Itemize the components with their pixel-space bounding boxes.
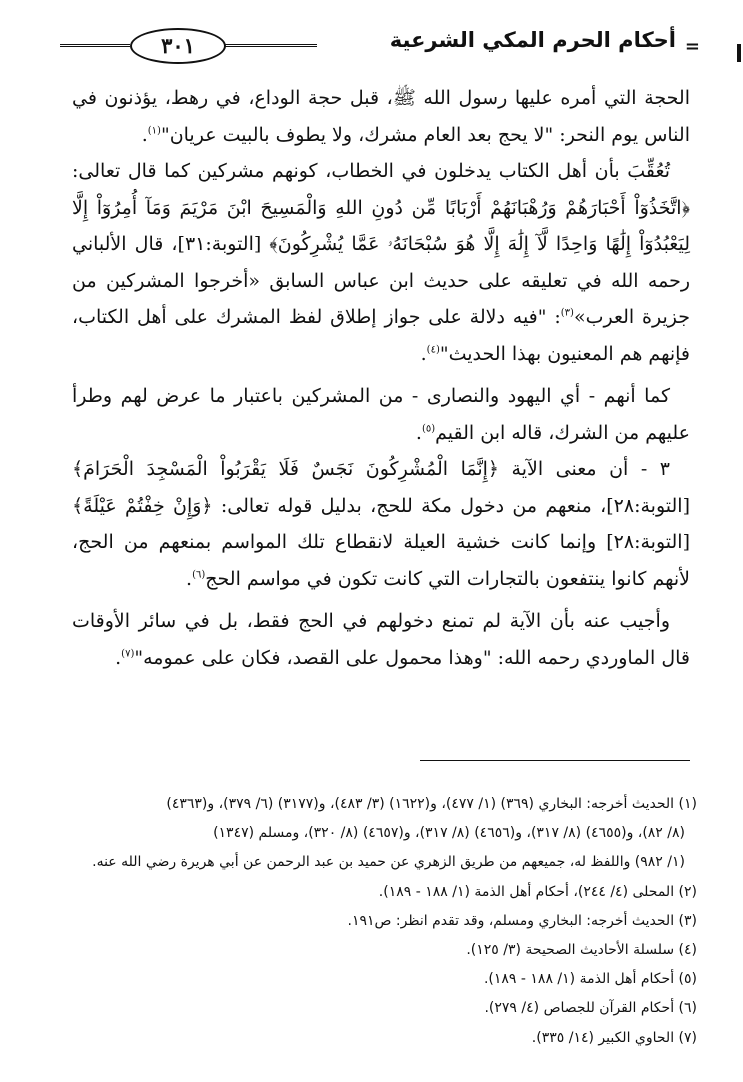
text-line: عليهم من الشرك، قاله ابن القيم	[435, 421, 690, 444]
footnote: (١/ ٩٨٢) واللفظ له، جميعهم من طريق الزهري عن حميد بن عبد الرحمن عن أبي هريرة رضي الله عنه.	[92, 854, 685, 871]
text-line: لأنهم كانوا ينتفعون بالتجارات التي كانت تكون في مواسم الحج	[205, 567, 690, 590]
running-title: أحكام الحرم المكي الشرعية	[389, 28, 676, 52]
main-text	[72, 80, 690, 676]
quran-verse: ﴿اتَّخَذُوٓاْ أَحْبَارَهُمْ وَرُهْبَانَهُمْ أَرْبَابًا مِّن دُونِ اللهِ وَالْمَسِيحَ ابْنَ مَرْيَمَ وَمَآ أُمِرُوٓاْ إِلَّا	[72, 196, 690, 219]
footnote-ref[interactable]: (٤)	[426, 344, 440, 356]
text-line: فإنهم هم المعنيون بهذا الحديث"	[439, 342, 690, 365]
footnote: (٤) سلسلة الأحاديث الصحيحة (٣/ ١٢٥).	[466, 942, 697, 959]
paragraph-2: تُعُقِّبَ بأن أهل الكتاب يدخلون في الخطاب، كونهم مشركين كما قال تعالى: ﴿اتَّخَذُوٓاْ أَحْبَارَهُمْ وَرُهْبَانَهُمْ أَرْبَابًا مِّن دُونِ اللهِ وَالْمَسِيحَ ابْنَ مَرْيَمَ وَمَآ أُمِرُوٓاْ إِلَّا لِيَعْبُدُوٓاْ إِلَٰهًا وَاحِدًا لَّآ إِلَٰهَ إِلَّا هُوَ سُبْحَانَهُۥ عَمَّا يُشْرِكُونَ﴾ [التوبة:٣١]، قال الألباني رحمه الله في تعليقه على حديث ابن عباس السابق «أخرجوا المشركين من جزيرة العرب»$^{(٣)}$: "فيه دلالة على جواز إطلاق لفظ المشرك على أهل الكتاب، فإنهم هم المعنيون بهذا الحديث"$^{(٤)}$.	[72, 160, 690, 365]
footnote: (٥) أحكام أهل الذمة (١/ ١٨٨ - ١٨٩).	[483, 971, 697, 988]
text-line: تُعُقِّبَ بأن أهل الكتاب يدخلون في الخطاب، كونهم مشركين كما قال تعالى:	[72, 160, 670, 182]
footnote-ref[interactable]: (٥)	[421, 423, 436, 435]
text-line: الماوردي رحمه الله: "وهذا محمول على القصد، فكان على عمومه"	[134, 646, 656, 669]
text-line: [التوبة:٢٨] وإنما كانت خشية العيلة لانقطاع تلك المواسم بمنعهم من الحج،	[72, 531, 690, 553]
footnote-ref[interactable]: (٣)	[560, 307, 574, 319]
footnote: (٨/ ٨٢)، و(٤٦٥٥) (٨/ ٣١٧)، و(٤٦٥٦) (٨/ ٣١٧)، و(٤٦٥٧) (٨/ ٣٢٠)، ومسلم (١٣٤٧)	[213, 825, 685, 842]
text-line: ٣ - أن معنى الآية ﴿إِنَّمَا الْمُشْرِكُونَ نَجَسٌ فَلَا يَقْرَبُواْ الْمَسْجِدَ الْحَرَامَ﴾	[72, 458, 670, 480]
footnote: (٣) الحديث أخرجه: البخاري ومسلم، وقد تقدم انظر: ص١٩١.	[347, 912, 697, 929]
text-line: كما أنهم - أي اليهود والنصارى - من المشركين باعتبار ما عرض لهم وطرأ	[72, 385, 670, 407]
paragraph-1: الحجة التي أمره عليها رسول الله ﷺ، قبل حجة الوداع، في رهط، يؤذنون في الناس يوم النحر: "لا يحج بعد العام مشرك، ولا يطوف بالبيت عريان"$^{(١)}$.	[72, 87, 690, 146]
footnotes	[72, 790, 697, 1053]
footnote-ref[interactable]: (١)	[147, 125, 161, 137]
footnote: (٦) أحكام القرآن للجصاص (٤/ ٢٧٩).	[484, 1000, 697, 1017]
text-line: الحجة التي أمره عليها رسول الله ﷺ، قبل حجة الوداع، في رهط، يؤذنون في الناس	[72, 87, 690, 146]
text-line: الألباني رحمه الله في تعليقه على حديث ابن عباس السابق «أخرجوا المشركين من	[72, 233, 690, 292]
footnote-ref[interactable]: (٦)	[192, 569, 206, 581]
header-rule-left	[60, 44, 130, 47]
text-line: جزيرة العرب»	[573, 306, 690, 328]
header-rule-middle	[225, 44, 317, 47]
text-line: وأجيب عنه بأن الآية لم تمنع دخولهم في الحج فقط، بل في سائر الأوقات قال	[72, 610, 690, 669]
page-header	[60, 28, 700, 64]
quran-verse: لِيَعْبُدُوٓاْ إِلَٰهًا وَاحِدًا لَّآ إِلَٰهَ إِلَّا هُوَ سُبْحَانَهُۥ عَمَّا يُشْرِكُونَ﴾ [التوبة:٣١]، قال	[134, 233, 690, 255]
footnote-ref[interactable]: (٧)	[121, 648, 135, 660]
paragraph-3: كما أنهم - أي اليهود والنصارى - من المشركين باعتبار ما عرض لهم وطرأ عليهم من الشرك، قاله ابن القيم$^{(٥)}$.	[72, 385, 690, 444]
footnote-separator	[420, 760, 690, 761]
footnote: (١) الحديث أخرجه: البخاري (٣٦٩) (١/ ٤٧٧)، و(١٦٢٢) (٣/ ٤٨٣)، و(٣١٧٧) (٦/ ٣٧٩)، و(٤٣٦٣)	[166, 796, 697, 812]
text-line: يوم النحر: "لا يحج بعد العام مشرك، ولا يطوف بالبيت عريان"	[160, 123, 639, 146]
paragraph-4: ٣ - أن معنى الآية ﴿إِنَّمَا الْمُشْرِكُونَ نَجَسٌ فَلَا يَقْرَبُواْ الْمَسْجِدَ الْحَرَامَ﴾ [التوبة:٢٨]، منعهم من دخول مكة للحج، بدليل قوله تعالى: ﴿وَإِنْ خِفْتُمْ عَيْلَةً﴾ [التوبة:٢٨] وإنما كانت خشية العيلة لانقطاع تلك المواسم بمنعهم من الحج، لأنهم كانوا ينتفعون بالتجارات التي كانت تكون في مواسم الحج$^{(٦)}$.	[72, 458, 690, 590]
footnote: (٢) المحلى (٤/ ٢٤٤)، أحكام أهل الذمة (١/ ١٨٨ - ١٨٩).	[378, 883, 697, 900]
text-line: [التوبة:٢٨]، منعهم من دخول مكة للحج، بدليل قوله تعالى: ﴿وَإِنْ خِفْتُمْ عَيْلَةً﴾	[72, 494, 690, 517]
page-edge-mark	[737, 44, 741, 62]
footnote: (٧) الحاوي الكبير (١٤/ ٣٣٥).	[531, 1029, 697, 1046]
paragraph-5: وأجيب عنه بأن الآية لم تمنع دخولهم في الحج فقط، بل في سائر الأوقات قال الماوردي رحمه الله: "وهذا محمول على القصد، فكان على عمومه"$^{(٧)}$.	[72, 610, 690, 669]
text-line: : "فيه دلالة على جواز إطلاق لفظ المشرك على أهل الكتاب،	[72, 306, 561, 328]
header-ornament-icon: =	[684, 36, 700, 57]
page-number: ٣٠١	[130, 28, 226, 64]
